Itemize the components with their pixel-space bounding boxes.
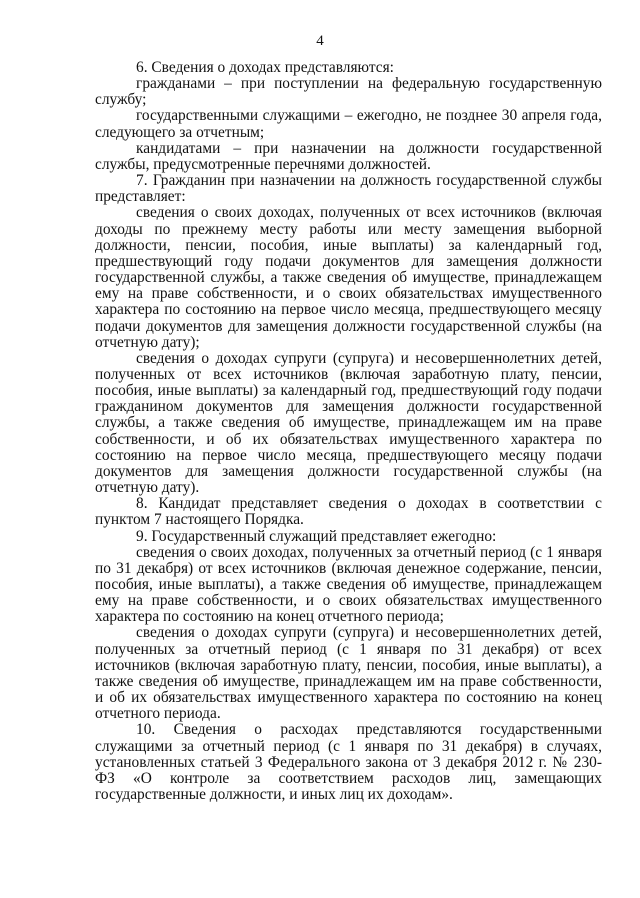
paragraph-9-family-income: сведения о доходах супруги (супруга) и несовершеннолетних детей, полученных за отчетный период (с 1 января по 31 декабря) от всех источников (включая заработную плату, пенсии, пособия, иные выплаты), а также сведения об имуществе, принадлежащем им на праве собственности, и об их обязательствах имущественного характера по состоянию на конец отчетного периода. [95,624,602,723]
paragraph-9-own-income: сведения о своих доходах, полученных за отчетный период (с 1 января по 31 декабря) от всех источников (включая денежное содержание, пенсии, пособия, иные выплаты), а также сведения об имуществе, принадлежащем ему на праве собственности, и о своих обязательствах имущественного характера по состоянию на конец отчетного периода; [95,543,602,626]
paragraph-6-civil-servants: государственными служащими – ежегодно, не позднее 30 апреля года, следующего за отчетным; [95,107,602,141]
document-body [95,60,602,803]
paragraph-6-heading: 6. Сведения о доходах представляются: [136,59,394,76]
paragraph-8: 8. Кандидат представляет сведения о доходах в соответствии с пунктом 7 настоящего Порядка. [95,495,602,529]
page-number: 4 [316,33,324,49]
paragraph-7-heading: 7. Гражданин при назначении на должность государственной службы представляет: [95,172,602,206]
paragraph-6-citizens: гражданами – при поступлении на федеральную государственную службу; [95,75,602,109]
paragraph-7-own-income: сведения о своих доходах, полученных от всех источников (включая доходы по прежнему месту работы или месту замещения выборной должности, пенсии, пособия, иные выплаты) за календарный год, предшествующий году подачи документов для замещения должности государственной службы, а также сведения об имуществе, принадлежащем ему на праве собственности, и о своих обязательствах имущественного характера по состоянию на первое число месяца, предшествующего месяцу подачи документов для замещения должности государственной службы (на отчетную дату); [95,204,602,351]
paragraph-10: 10. Сведения о расходах представляются государственными служащими за отчетный период (с 1 января по 31 декабря) в случаях, установленных статьей 3 Федерального закона от 3 декабря 2012 г. № 230-ФЗ «О контроле за соответствием расходов лиц, замещающих государственные должности, и иных лиц их доходам». [95,721,602,804]
paragraph-7-family-income: сведения о доходах супруги (супруга) и несовершеннолетних детей, полученных от всех источников (включая заработную плату, пенсии, пособия, иные выплаты) за календарный год, предшествующий году подачи гражданином документов для замещения должности государственной службы, а также сведения об имуществе, принадлежащем им на праве собственности, и об их обязательствах имущественного характера по состоянию на первое число месяца, предшествующего месяцу подачи документов для замещения должности государственной службы (на отчетную дату). [95,349,602,497]
paragraph-9-heading: 9. Государственный служащий представляет ежегодно: [136,527,497,545]
paragraph-6-candidates: кандидатами – при назначении на должности государственной службы, предусмотренные перечнями должностей. [95,139,602,173]
